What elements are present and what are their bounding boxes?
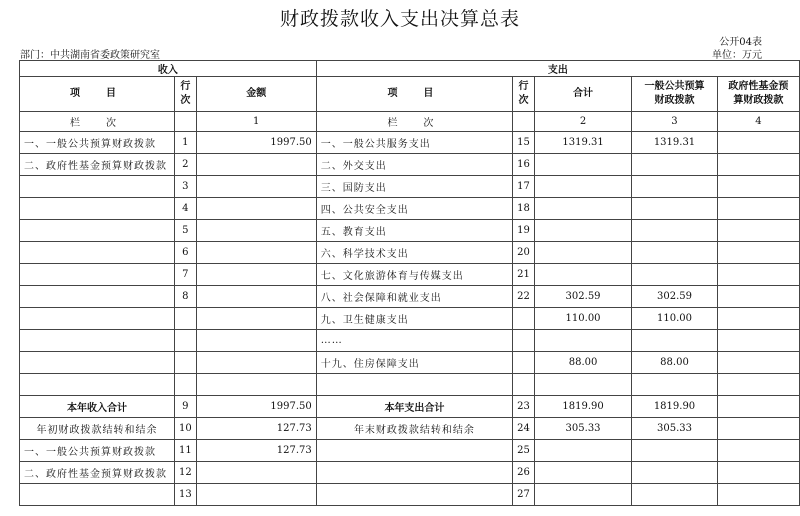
income-line-cell xyxy=(174,330,196,352)
column-header-row xyxy=(20,77,800,112)
income-item-cell xyxy=(20,220,175,242)
expense-general-cell xyxy=(632,484,718,506)
expense-gov-cell xyxy=(717,286,799,308)
expense-item-cell: 一、一般公共服务支出 xyxy=(316,132,512,154)
general-column-number: 3 xyxy=(632,112,718,132)
expense-item-cell: 三、国防支出 xyxy=(316,176,512,198)
expense-line-header: 行次 xyxy=(513,77,535,112)
expense-line-cell: 20 xyxy=(513,242,535,264)
table-row xyxy=(20,462,800,484)
income-line-cell: 11 xyxy=(174,440,196,462)
income-item-cell xyxy=(20,484,175,506)
expense-line-cell: 15 xyxy=(513,132,535,154)
income-line-cell: 8 xyxy=(174,286,196,308)
expense-total-cell xyxy=(534,154,631,176)
table-row xyxy=(20,308,800,330)
expense-item-cell: 四、公共安全支出 xyxy=(316,198,512,220)
expense-item-header: 项 目 xyxy=(316,77,512,112)
income-item-cell xyxy=(20,330,175,352)
gov-fund-header: 政府性基金预算财政拨款 xyxy=(717,77,799,112)
income-amount-cell xyxy=(196,374,316,396)
income-item-cell xyxy=(20,264,175,286)
income-line-cell: 10 xyxy=(174,418,196,440)
table-row xyxy=(20,374,800,396)
table-row xyxy=(20,176,800,198)
income-item-cell xyxy=(20,176,175,198)
expense-gov-cell xyxy=(717,308,799,330)
income-item-cell: 二、政府性基金预算财政拨款 xyxy=(20,462,175,484)
expense-line-cell: 21 xyxy=(513,264,535,286)
expense-total-cell xyxy=(534,176,631,198)
column-number-row xyxy=(20,112,800,132)
expense-line-cell: 17 xyxy=(513,176,535,198)
income-amount-cell xyxy=(196,198,316,220)
table-row xyxy=(20,396,800,418)
income-item-cell xyxy=(20,308,175,330)
income-line-cell xyxy=(174,374,196,396)
income-amount-cell xyxy=(196,242,316,264)
table-row xyxy=(20,330,800,352)
table-row xyxy=(20,220,800,242)
expense-general-cell xyxy=(632,176,718,198)
expense-general-cell xyxy=(632,440,718,462)
income-line-cell: 5 xyxy=(174,220,196,242)
expense-general-cell xyxy=(632,330,718,352)
expense-item-cell: 九、卫生健康支出 xyxy=(316,308,512,330)
expense-line-cell: 26 xyxy=(513,462,535,484)
expense-total-header: 合计 xyxy=(534,77,631,112)
table-row xyxy=(20,198,800,220)
expense-general-cell: 1319.31 xyxy=(632,132,718,154)
expense-column-label: 栏 次 xyxy=(316,112,512,132)
income-line-cell: 9 xyxy=(174,396,196,418)
expense-gov-cell xyxy=(717,242,799,264)
income-amount-column-number: 1 xyxy=(196,112,316,132)
expense-gov-cell xyxy=(717,220,799,242)
expense-general-cell: 305.33 xyxy=(632,418,718,440)
income-item-cell: 二、政府性基金预算财政拨款 xyxy=(20,154,175,176)
income-amount-cell xyxy=(196,154,316,176)
expense-gov-cell xyxy=(717,154,799,176)
form-number: 公开04表 xyxy=(719,37,762,48)
expense-general-cell xyxy=(632,242,718,264)
expense-gov-cell xyxy=(717,176,799,198)
income-line-cell: 2 xyxy=(174,154,196,176)
income-line-cell: 6 xyxy=(174,242,196,264)
expense-total-cell: 305.33 xyxy=(534,418,631,440)
expense-general-cell xyxy=(632,154,718,176)
expense-line-cell: 24 xyxy=(513,418,535,440)
income-amount-header: 金额 xyxy=(196,77,316,112)
expense-section-header: 支出 xyxy=(316,61,799,77)
income-amount-cell xyxy=(196,264,316,286)
expense-general-cell xyxy=(632,462,718,484)
income-line-cell: 12 xyxy=(174,462,196,484)
table-row xyxy=(20,132,800,154)
income-item-cell xyxy=(20,198,175,220)
income-amount-cell xyxy=(196,176,316,198)
expense-gov-cell xyxy=(717,396,799,418)
expense-item-cell: 本年支出合计 xyxy=(316,396,512,418)
income-line-header: 行次 xyxy=(174,77,196,112)
expense-line-number-cell xyxy=(513,112,535,132)
expense-line-cell: 19 xyxy=(513,220,535,242)
table-row xyxy=(20,352,800,374)
expense-total-cell: 110.00 xyxy=(534,308,631,330)
income-amount-cell: 1997.50 xyxy=(196,396,316,418)
expense-total-cell: 1319.31 xyxy=(534,132,631,154)
income-item-cell: 一、一般公共预算财政拨款 xyxy=(20,132,175,154)
expense-total-cell xyxy=(534,440,631,462)
table-row xyxy=(20,484,800,506)
expense-total-cell: 88.00 xyxy=(534,352,631,374)
income-item-cell: 一、一般公共预算财政拨款 xyxy=(20,440,175,462)
table-row xyxy=(20,264,800,286)
expense-gov-cell xyxy=(717,418,799,440)
income-amount-cell xyxy=(196,484,316,506)
income-item-cell: 年初财政拨款结转和结余 xyxy=(20,418,175,440)
expense-item-cell: 十九、住房保障支出 xyxy=(316,352,512,374)
expense-general-cell: 1819.90 xyxy=(632,396,718,418)
income-amount-cell: 1997.50 xyxy=(196,132,316,154)
income-item-cell xyxy=(20,242,175,264)
income-line-cell: 13 xyxy=(174,484,196,506)
unit-label: 单位：万元 xyxy=(712,50,762,61)
gov-column-number: 4 xyxy=(717,112,799,132)
expense-total-cell xyxy=(534,220,631,242)
income-line-cell: 1 xyxy=(174,132,196,154)
expense-line-cell xyxy=(513,330,535,352)
expense-gov-cell xyxy=(717,330,799,352)
income-amount-cell xyxy=(196,330,316,352)
expense-item-cell: 二、外交支出 xyxy=(316,154,512,176)
income-item-cell xyxy=(20,374,175,396)
page-title: 财政拨款收入支出决算总表 xyxy=(279,8,520,30)
income-amount-cell xyxy=(196,352,316,374)
general-budget-header: 一般公共预算财政拨款 xyxy=(632,77,718,112)
table-row xyxy=(20,286,800,308)
income-line-cell xyxy=(174,352,196,374)
income-item-cell: 本年收入合计 xyxy=(20,396,175,418)
expense-gov-cell xyxy=(717,198,799,220)
expense-total-cell: 302.59 xyxy=(534,286,631,308)
section-header-row xyxy=(20,61,800,77)
expense-line-cell: 22 xyxy=(513,286,535,308)
expense-item-cell xyxy=(316,462,512,484)
income-section-header: 收入 xyxy=(20,61,317,77)
expense-general-cell xyxy=(632,374,718,396)
expense-item-cell: 五、教育支出 xyxy=(316,220,512,242)
expense-item-cell: 七、文化旅游体育与传媒支出 xyxy=(316,264,512,286)
income-line-cell: 4 xyxy=(174,198,196,220)
expense-line-cell: 25 xyxy=(513,440,535,462)
expense-line-cell xyxy=(513,308,535,330)
expense-gov-cell xyxy=(717,264,799,286)
expense-general-cell xyxy=(632,220,718,242)
income-line-cell: 3 xyxy=(174,176,196,198)
expense-line-cell: 23 xyxy=(513,396,535,418)
expense-total-cell: 1819.90 xyxy=(534,396,631,418)
income-amount-cell xyxy=(196,286,316,308)
income-item-header: 项 目 xyxy=(20,77,175,112)
expense-item-cell xyxy=(316,440,512,462)
department-label: 部门：中共湖南省委政策研究室 xyxy=(20,50,160,61)
expense-total-cell xyxy=(534,484,631,506)
income-line-cell: 7 xyxy=(174,264,196,286)
expense-item-cell: 六、科学技术支出 xyxy=(316,242,512,264)
expense-gov-cell xyxy=(717,132,799,154)
expense-total-cell xyxy=(534,264,631,286)
expense-item-cell xyxy=(316,484,512,506)
expense-item-cell xyxy=(316,374,512,396)
expense-general-cell: 110.00 xyxy=(632,308,718,330)
income-item-cell xyxy=(20,352,175,374)
income-line-cell xyxy=(174,308,196,330)
total-column-number: 2 xyxy=(534,112,631,132)
expense-gov-cell xyxy=(717,352,799,374)
income-column-label: 栏 次 xyxy=(20,112,175,132)
expense-general-cell xyxy=(632,198,718,220)
expense-general-cell: 302.59 xyxy=(632,286,718,308)
expense-total-cell xyxy=(534,198,631,220)
expense-line-cell: 16 xyxy=(513,154,535,176)
expense-gov-cell xyxy=(717,462,799,484)
income-amount-cell: 127.73 xyxy=(196,440,316,462)
expense-total-cell xyxy=(534,462,631,484)
expense-line-cell xyxy=(513,352,535,374)
income-amount-cell xyxy=(196,462,316,484)
expense-item-cell: 年末财政拨款结转和结余 xyxy=(316,418,512,440)
table-row xyxy=(20,440,800,462)
expense-general-cell: 88.00 xyxy=(632,352,718,374)
expense-gov-cell xyxy=(717,484,799,506)
expense-total-cell xyxy=(534,374,631,396)
income-amount-cell: 127.73 xyxy=(196,418,316,440)
expense-item-cell: …… xyxy=(316,330,512,352)
expense-line-cell: 27 xyxy=(513,484,535,506)
expense-line-cell xyxy=(513,374,535,396)
expense-general-cell xyxy=(632,264,718,286)
income-amount-cell xyxy=(196,308,316,330)
income-line-number-cell xyxy=(174,112,196,132)
table-row xyxy=(20,418,800,440)
expense-total-cell xyxy=(534,330,631,352)
table-row xyxy=(20,154,800,176)
budget-summary-table xyxy=(19,60,800,506)
income-item-cell xyxy=(20,286,175,308)
expense-total-cell xyxy=(534,242,631,264)
expense-item-cell: 八、社会保障和就业支出 xyxy=(316,286,512,308)
expense-line-cell: 18 xyxy=(513,198,535,220)
expense-gov-cell xyxy=(717,440,799,462)
expense-gov-cell xyxy=(717,374,799,396)
table-row xyxy=(20,242,800,264)
income-amount-cell xyxy=(196,220,316,242)
